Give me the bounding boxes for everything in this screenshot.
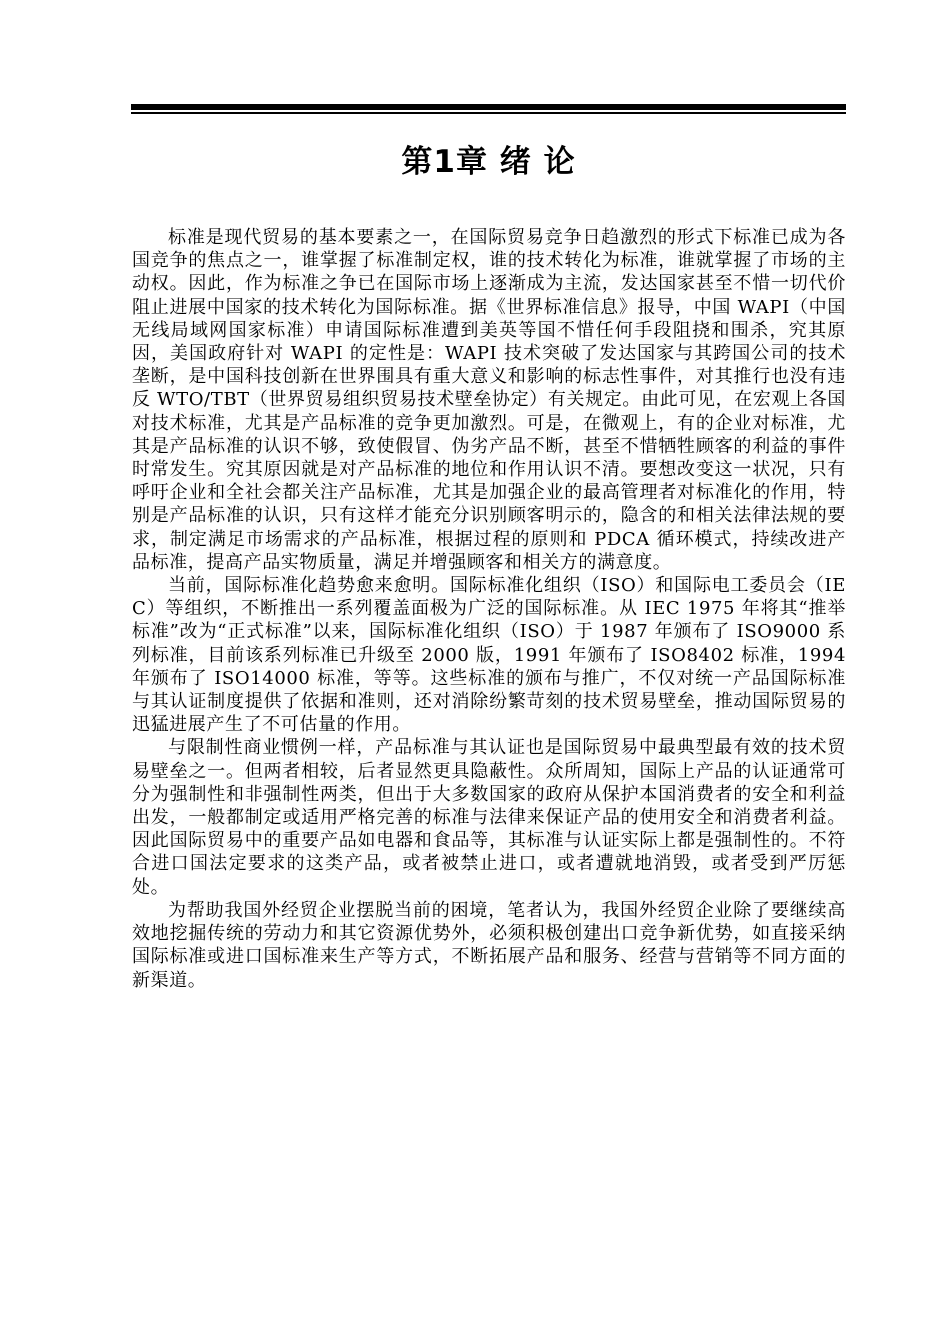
- header-rule-thin: [131, 112, 846, 114]
- header-rule-thick: [131, 104, 846, 110]
- paragraph-4: 为帮助我国外经贸企业摆脱当前的困境，笔者认为，我国外经贸企业除了要继续高效地挖掘传统的劳动力和其它资源优势外，必须积极创建出口竞争新优势，如直接采纳国际标准或进口国标准来生产等方式，不断拓展产品和服务、经营与营销等不同方面的新渠道。: [132, 899, 846, 991]
- paragraph-2: 当前，国际标准化趋势愈来愈明。国际标准化组织（ISO）和国际电工委员会（IEC）等组织，不断推出一系列覆盖面极为广泛的国际标准。从 IEC 1975 年将其“推举标准”改为“正式标准”以来，国际标准化组织（ISO）于 1987 年颁布了 ISO9000 系列标准，目前该系列标准已升级至 2000 版，1991 年颁布了 ISO8402 标准，1994 年颁布了 ISO14000 标准，等等。这些标准的颁布与推广，不仅对统一产品国际标准与其认证制度提供了依据和准则，还对消除纷繁苛刻的技术贸易壁垒，推动国际贸易的迅猛进展产生了不可估量的作用。: [132, 575, 846, 736]
- paragraph-3: 与限制性商业惯例一样，产品标准与其认证也是国际贸易中最典型最有效的技术贸易壁垒之一。但两者相较，后者显然更具隐蔽性。众所周知，国际上产品的认证通常可分为强制性和非强制性两类，但出于大多数国家的政府从保护本国消费者的安全和利益出发，一般都制定或适用严格完善的标准与法律来保证产品的使用安全和消费者利益。因此国际贸易中的重要产品如电器和食品等，其标准与认证实际上都是强制性的。不符合进口国法定要求的这类产品，或者被禁止进口，或者遭就地消毁，或者受到严厉惩处。: [132, 737, 846, 898]
- paragraph-1: 标准是现代贸易的基本要素之一，在国际贸易竞争日趋激烈的形式下标准已成为各国竞争的焦点之一，谁掌握了标准制定权，谁的技术转化为标准，谁就掌握了市场的主动权。因此，作为标准之争已在国际市场上逐渐成为主流，发达国家甚至不惜一切代价阻止进展中国家的技术转化为国际标准。据《世界标准信息》报导，中国 WAPI（中国无线局域网国家标准）申请国际标准遭到美英等国不惜任何手段阻挠和围杀，究其原因，美国政府针对 WAPI 的定性是：WAPI 技术突破了发达国家与其跨国公司的技术垄断，是中国科技创新在世界围具有重大意义和影响的标志性事件，对其推行也没有违反 WTO/TBT（世界贸易组织贸易技术壁垒协定）有关规定。由此可见，在宏观上各国对技术标准，尤其是产品标准的竞争更加激烈。可是，在微观上，有的企业对标准，尤其是产品标准的认识不够，致使假冒、伪劣产品不断，甚至不惜牺牲顾客的利益的事件时常发生。究其原因就是对产品标准的地位和作用认识不清。要想改变这一状况，只有呼吁企业和全社会都关注产品标准，尤其是加强企业的最高管理者对标准化的作用，特别是产品标准的认识，只有这样才能充分识别顾客明示的，隐含的和相关法律法规的要求，制定满足市场需求的产品标准，根据过程的原则和 PDCA 循环模式，持续改进产品标准，提高产品实物质量，满足并增强顾客和相关方的满意度。: [132, 227, 846, 573]
- chapter-title: 第1章 绪 论: [401, 144, 576, 180]
- body-text: [132, 226, 846, 992]
